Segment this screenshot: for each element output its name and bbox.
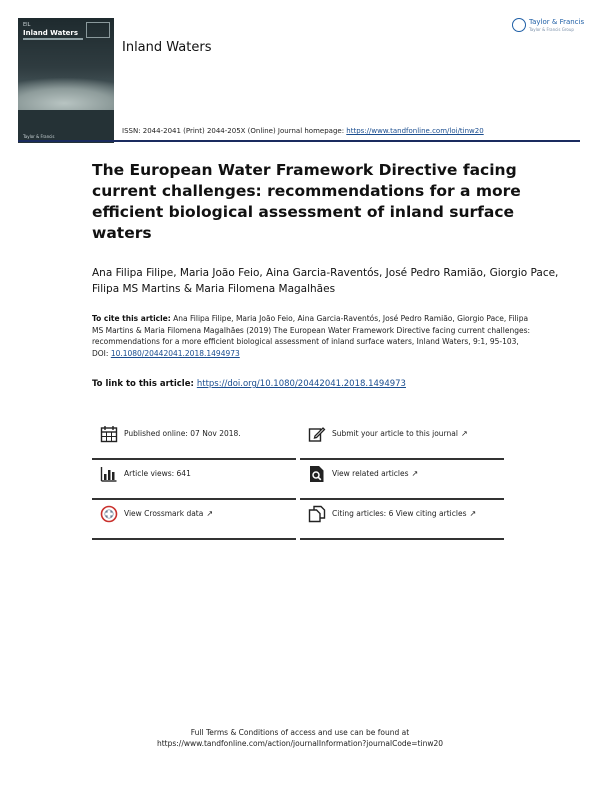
crossmark-cell[interactable] [92,500,296,540]
citation-doi-link[interactable]: 10.1080/20442041.2018.1494973 [110,348,240,358]
issn-text: ISSN: 2044-2041 (Print) 2044-205X (Online) Journal homepage: [122,127,347,135]
related-articles-cell[interactable] [300,460,504,500]
view-crossmark-link[interactable]: View Crossmark data [124,509,204,518]
edit-pencil-icon [308,425,326,443]
citation-block [92,313,532,359]
external-link-icon: ↗ [460,429,468,438]
submit-article-link[interactable]: Submit your article to this journal [332,429,458,438]
citation-text: Ana Filipa Filipe, Maria João Feio, Aina Garcia-Raventós, José Pedro Ramião, Giorgio Pace, Filipa MS Martins & Maria Filomena Magalhães (2019) The European Water Framework Directive facing current challenges: recommendations for a more efficient biological assessment of inland surface waters, Inland Waters, 9:1, 95-103, DOI: [92,314,531,358]
publisher-logo-tagline: Taylor & Francis Group [529,27,574,32]
external-link-icon: ↗ [206,509,214,518]
document-search-icon [308,465,326,483]
publisher-logo[interactable] [512,16,584,38]
calendar-icon [100,425,118,443]
terms-footer [0,727,600,749]
citing-articles-cell[interactable] [300,500,504,540]
cover-brand: EIL [23,22,31,28]
crossmark-icon [100,505,118,523]
header-divider [18,140,580,142]
article-title: The European Water Framework Directive facing current challenges: recommendations for a more efficient biological assessment of inland surface waters [92,161,521,242]
view-related-articles-link[interactable]: View related articles [332,469,409,478]
citation-label: To cite this article: [92,314,171,323]
footer-terms-url[interactable]: https://www.tandfonline.com/action/journalInformation?journalCode=tinw20 [156,739,444,748]
external-link-icon: ↗ [411,469,419,478]
footer-line-1: Full Terms & Conditions of access and use can be found at [190,728,410,737]
journal-cover [18,18,114,143]
article-doi-url-link[interactable]: https://doi.org/10.1080/20442041.2018.1494973 [196,379,406,389]
bar-chart-icon [100,465,118,483]
issn-line [122,127,484,135]
article-views-text: Article views: 641 [124,469,191,478]
cover-volume-box [86,22,110,38]
journal-homepage-link[interactable]: https://www.tandfonline.com/loi/tinw20 [346,127,484,135]
submit-article-cell[interactable] [300,420,504,460]
article-views-cell [92,460,296,500]
link-label: To link to this article: [92,379,197,389]
view-citing-articles-link[interactable]: Citing articles: 6 View citing articles [332,509,467,518]
publisher-logo-name: Taylor & Francis [529,18,585,26]
cover-subtitle-bar [23,38,83,40]
journal-name: Inland Waters [122,40,212,55]
article-link-line [92,379,532,389]
publisher-logo-icon [512,18,526,32]
cover-publisher: Taylor & Francis [23,134,55,139]
published-online-cell [92,420,296,460]
documents-copy-icon [308,505,326,523]
article-authors: Ana Filipa Filipe, Maria João Feio, Aina Garcia-Raventós, José Pedro Ramião, Giorgio Pace, Filipa MS Martins & Maria Filomena Magalhães [92,267,559,295]
external-link-icon: ↗ [469,509,477,518]
published-online-text: Published online: 07 Nov 2018. [124,429,241,438]
cover-title: Inland Waters [23,29,79,37]
